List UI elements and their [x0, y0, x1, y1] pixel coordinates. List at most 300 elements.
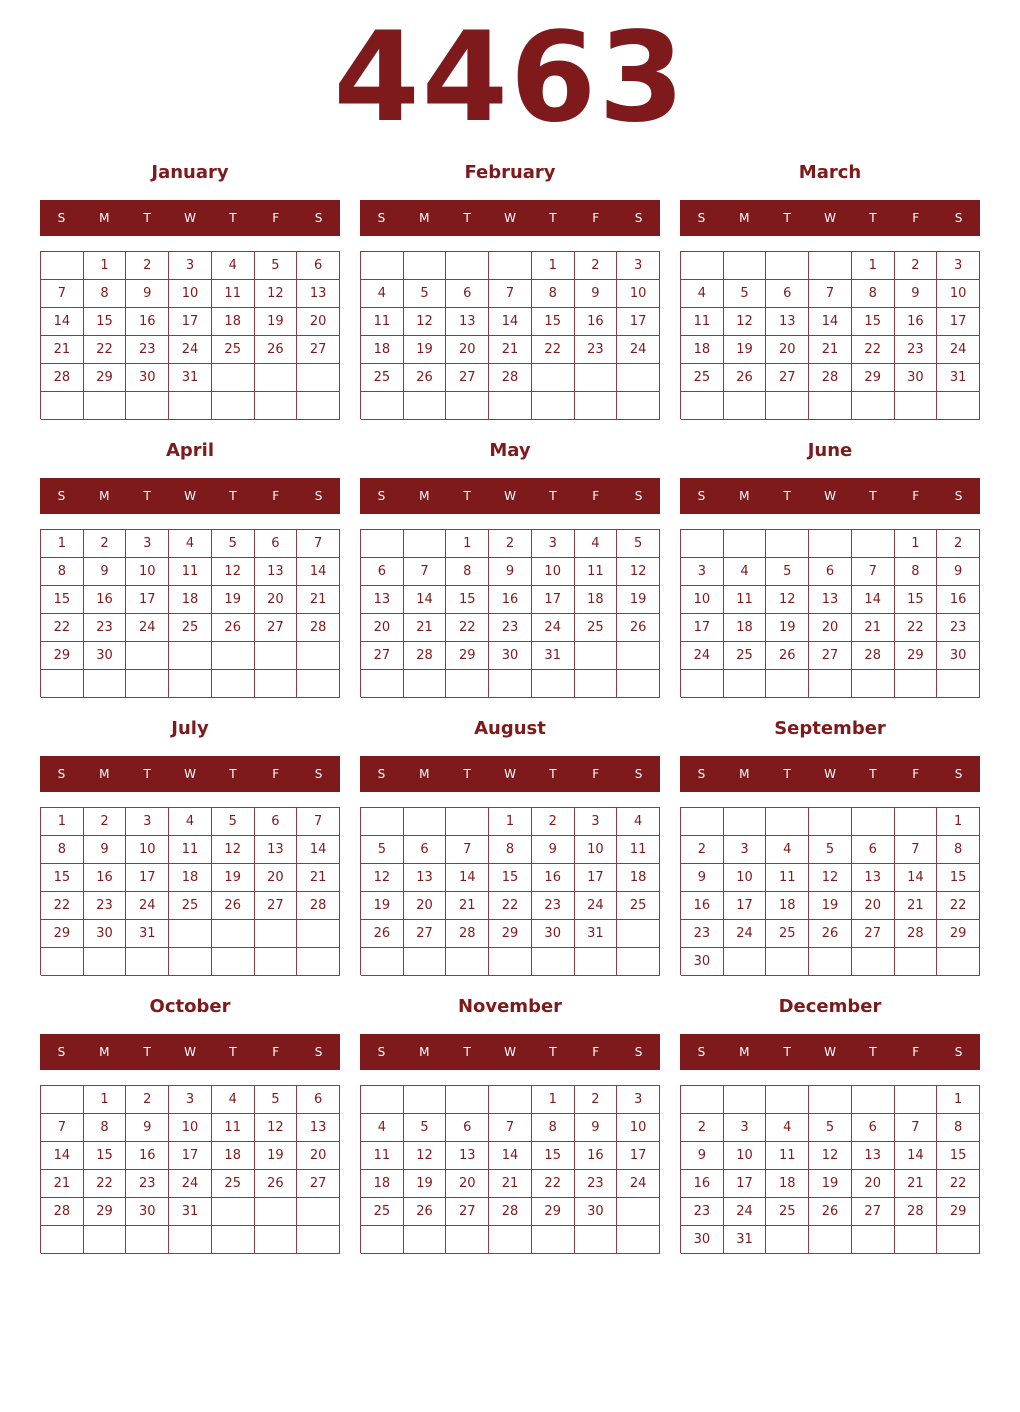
- day-cell: 30: [937, 642, 980, 670]
- day-cell: 10: [617, 1114, 660, 1142]
- day-cell: 5: [617, 530, 660, 558]
- day-cell: 13: [297, 1114, 340, 1142]
- empty-cell: [575, 392, 618, 420]
- weekday-label: F: [912, 489, 920, 503]
- day-cell: 21: [41, 336, 84, 364]
- day-cell: 19: [361, 892, 404, 920]
- day-cell: 23: [126, 1170, 169, 1198]
- empty-cell: [41, 392, 84, 420]
- weekday-label: S: [314, 1045, 323, 1059]
- weekday-label: F: [592, 211, 600, 225]
- month-name: August: [474, 718, 546, 739]
- day-cell: 25: [681, 364, 724, 392]
- day-cell: 5: [404, 280, 447, 308]
- day-cell: 7: [809, 280, 852, 308]
- empty-cell: [446, 1226, 489, 1254]
- day-cell: 13: [297, 280, 340, 308]
- day-cell: 31: [575, 920, 618, 948]
- weekday-header: [360, 200, 660, 236]
- day-cell: 12: [724, 308, 767, 336]
- day-cell: 15: [937, 1142, 980, 1170]
- day-cell: 8: [41, 836, 84, 864]
- weekday-label: F: [592, 1045, 600, 1059]
- day-cell: 27: [809, 642, 852, 670]
- day-cell: 27: [361, 642, 404, 670]
- day-cell: 2: [681, 1114, 724, 1142]
- empty-cell: [809, 252, 852, 280]
- weekday-label: M: [419, 1045, 430, 1059]
- day-cell: 2: [532, 808, 575, 836]
- day-cell: 15: [84, 308, 127, 336]
- day-cell: 19: [724, 336, 767, 364]
- day-cell: 29: [532, 1198, 575, 1226]
- day-cell: 30: [84, 920, 127, 948]
- day-cell: 4: [169, 808, 212, 836]
- day-cell: 25: [169, 892, 212, 920]
- month-name: April: [165, 440, 215, 461]
- day-cell: 12: [404, 308, 447, 336]
- empty-cell: [446, 948, 489, 976]
- day-cell: 2: [126, 252, 169, 280]
- day-cell: 28: [297, 892, 340, 920]
- day-cell: 15: [489, 864, 532, 892]
- empty-cell: [809, 1226, 852, 1254]
- empty-cell: [895, 948, 938, 976]
- day-cell: 7: [297, 808, 340, 836]
- empty-cell: [681, 530, 724, 558]
- day-cell: 18: [212, 1142, 255, 1170]
- month-name: February: [464, 162, 556, 183]
- day-cell: 5: [809, 1114, 852, 1142]
- day-cell: 24: [126, 614, 169, 642]
- weekday-label: T: [143, 767, 151, 781]
- empty-cell: [809, 530, 852, 558]
- empty-cell: [895, 1086, 938, 1114]
- day-cell: 20: [297, 1142, 340, 1170]
- day-cell: 21: [446, 892, 489, 920]
- weekday-label: W: [504, 1045, 516, 1059]
- day-cell: 2: [84, 808, 127, 836]
- weekday-label: T: [549, 211, 557, 225]
- month-name: May: [489, 440, 531, 461]
- day-cell: 1: [895, 530, 938, 558]
- day-cell: 10: [724, 1142, 767, 1170]
- weekday-label: W: [184, 767, 196, 781]
- day-cell: 2: [681, 836, 724, 864]
- day-cell: 19: [404, 1170, 447, 1198]
- day-cell: 20: [852, 1170, 895, 1198]
- month-name: September: [774, 718, 886, 739]
- weekday-label: M: [99, 767, 110, 781]
- day-cell: 11: [681, 308, 724, 336]
- weekday-label: M: [739, 767, 750, 781]
- day-cell: 27: [446, 1198, 489, 1226]
- weekday-label: T: [783, 211, 791, 225]
- weekday-label: S: [57, 489, 66, 503]
- day-cell: 26: [361, 920, 404, 948]
- weekday-label: T: [143, 489, 151, 503]
- empty-cell: [895, 808, 938, 836]
- day-cell: 21: [404, 614, 447, 642]
- empty-cell: [489, 392, 532, 420]
- day-cell: 3: [126, 530, 169, 558]
- day-cell: 12: [212, 836, 255, 864]
- day-cell: 18: [169, 864, 212, 892]
- day-grid: [360, 807, 660, 975]
- day-cell: 23: [489, 614, 532, 642]
- empty-cell: [489, 948, 532, 976]
- weekday-label: S: [57, 767, 66, 781]
- day-cell: 29: [84, 1198, 127, 1226]
- weekday-label: S: [954, 211, 963, 225]
- day-cell: 9: [126, 280, 169, 308]
- day-cell: 12: [809, 864, 852, 892]
- day-cell: 1: [489, 808, 532, 836]
- day-cell: 15: [532, 308, 575, 336]
- empty-cell: [809, 808, 852, 836]
- empty-cell: [404, 252, 447, 280]
- day-cell: 22: [532, 336, 575, 364]
- day-cell: 13: [255, 558, 298, 586]
- weekday-label: S: [697, 211, 706, 225]
- day-cell: 6: [404, 836, 447, 864]
- day-cell: 8: [895, 558, 938, 586]
- day-cell: 19: [255, 308, 298, 336]
- day-cell: 21: [489, 336, 532, 364]
- day-cell: 30: [489, 642, 532, 670]
- weekday-label: S: [57, 1045, 66, 1059]
- day-cell: 14: [489, 308, 532, 336]
- day-cell: 5: [212, 808, 255, 836]
- day-cell: 18: [681, 336, 724, 364]
- empty-cell: [681, 1086, 724, 1114]
- day-cell: 15: [895, 586, 938, 614]
- empty-cell: [126, 670, 169, 698]
- day-cell: 10: [617, 280, 660, 308]
- day-cell: 21: [895, 892, 938, 920]
- month-name: December: [778, 996, 882, 1017]
- day-cell: 2: [575, 1086, 618, 1114]
- day-cell: 26: [212, 892, 255, 920]
- weekday-label: W: [824, 767, 836, 781]
- empty-cell: [446, 392, 489, 420]
- day-cell: 17: [532, 586, 575, 614]
- day-cell: 1: [84, 1086, 127, 1114]
- day-cell: 28: [852, 642, 895, 670]
- weekday-header: [360, 478, 660, 514]
- day-cell: 11: [212, 1114, 255, 1142]
- day-cell: 1: [446, 530, 489, 558]
- day-cell: 22: [532, 1170, 575, 1198]
- day-cell: 22: [937, 1170, 980, 1198]
- empty-cell: [724, 252, 767, 280]
- day-cell: 18: [361, 1170, 404, 1198]
- day-cell: 2: [937, 530, 980, 558]
- day-cell: 17: [617, 1142, 660, 1170]
- day-cell: 25: [361, 364, 404, 392]
- day-cell: 13: [446, 308, 489, 336]
- day-cell: 5: [212, 530, 255, 558]
- weekday-label: T: [869, 211, 877, 225]
- day-grid: [680, 1085, 980, 1253]
- empty-cell: [617, 392, 660, 420]
- day-cell: 20: [852, 892, 895, 920]
- day-cell: 16: [84, 864, 127, 892]
- day-cell: 25: [617, 892, 660, 920]
- empty-cell: [446, 670, 489, 698]
- day-cell: 12: [404, 1142, 447, 1170]
- empty-cell: [255, 1226, 298, 1254]
- empty-cell: [852, 530, 895, 558]
- day-cell: 27: [297, 336, 340, 364]
- day-cell: 12: [212, 558, 255, 586]
- day-cell: 29: [446, 642, 489, 670]
- weekday-label: M: [739, 211, 750, 225]
- day-cell: 30: [681, 948, 724, 976]
- day-cell: 24: [126, 892, 169, 920]
- day-cell: 4: [361, 1114, 404, 1142]
- day-cell: 6: [297, 1086, 340, 1114]
- empty-cell: [126, 948, 169, 976]
- day-cell: 4: [575, 530, 618, 558]
- weekday-label: W: [824, 211, 836, 225]
- day-grid: [680, 807, 980, 975]
- empty-cell: [852, 392, 895, 420]
- day-cell: 23: [895, 336, 938, 364]
- empty-cell: [681, 252, 724, 280]
- day-cell: 2: [126, 1086, 169, 1114]
- weekday-label: T: [869, 767, 877, 781]
- empty-cell: [617, 920, 660, 948]
- day-cell: 30: [84, 642, 127, 670]
- day-cell: 27: [255, 614, 298, 642]
- weekday-label: T: [229, 1045, 237, 1059]
- day-cell: 13: [766, 308, 809, 336]
- day-cell: 22: [41, 614, 84, 642]
- weekday-label: F: [912, 211, 920, 225]
- day-cell: 17: [724, 892, 767, 920]
- empty-cell: [766, 670, 809, 698]
- empty-cell: [297, 670, 340, 698]
- day-cell: 19: [766, 614, 809, 642]
- day-cell: 17: [126, 864, 169, 892]
- day-cell: 18: [617, 864, 660, 892]
- weekday-header: [360, 756, 660, 792]
- empty-cell: [169, 920, 212, 948]
- empty-cell: [446, 1086, 489, 1114]
- empty-cell: [361, 670, 404, 698]
- day-cell: 17: [681, 614, 724, 642]
- month-name: July: [171, 718, 209, 739]
- day-cell: 29: [937, 1198, 980, 1226]
- empty-cell: [446, 808, 489, 836]
- day-cell: 14: [489, 1142, 532, 1170]
- day-cell: 23: [575, 1170, 618, 1198]
- day-cell: 23: [937, 614, 980, 642]
- day-cell: 9: [937, 558, 980, 586]
- empty-cell: [361, 948, 404, 976]
- day-cell: 8: [84, 280, 127, 308]
- day-cell: 13: [852, 1142, 895, 1170]
- day-cell: 13: [809, 586, 852, 614]
- day-cell: 17: [126, 586, 169, 614]
- day-cell: 29: [852, 364, 895, 392]
- day-cell: 31: [532, 642, 575, 670]
- empty-cell: [681, 392, 724, 420]
- day-cell: 21: [895, 1170, 938, 1198]
- empty-cell: [724, 530, 767, 558]
- empty-cell: [489, 252, 532, 280]
- weekday-header: [680, 478, 980, 514]
- empty-cell: [84, 670, 127, 698]
- empty-cell: [297, 948, 340, 976]
- empty-cell: [212, 948, 255, 976]
- day-cell: 27: [446, 364, 489, 392]
- empty-cell: [617, 1198, 660, 1226]
- weekday-label: F: [912, 1045, 920, 1059]
- weekday-label: S: [954, 1045, 963, 1059]
- day-cell: 31: [724, 1226, 767, 1254]
- weekday-label: S: [377, 489, 386, 503]
- weekday-header: [40, 1034, 340, 1070]
- day-cell: 2: [489, 530, 532, 558]
- day-cell: 9: [126, 1114, 169, 1142]
- empty-cell: [489, 1226, 532, 1254]
- day-cell: 26: [724, 364, 767, 392]
- day-cell: 1: [532, 1086, 575, 1114]
- day-cell: 23: [681, 920, 724, 948]
- day-cell: 11: [361, 1142, 404, 1170]
- empty-cell: [404, 392, 447, 420]
- empty-cell: [532, 392, 575, 420]
- empty-cell: [852, 948, 895, 976]
- empty-cell: [361, 392, 404, 420]
- empty-cell: [766, 1226, 809, 1254]
- day-cell: 8: [532, 280, 575, 308]
- day-cell: 7: [852, 558, 895, 586]
- day-cell: 16: [895, 308, 938, 336]
- empty-cell: [681, 670, 724, 698]
- weekday-label: M: [419, 489, 430, 503]
- day-cell: 22: [446, 614, 489, 642]
- day-cell: 28: [809, 364, 852, 392]
- day-cell: 8: [937, 836, 980, 864]
- empty-cell: [297, 642, 340, 670]
- empty-cell: [255, 642, 298, 670]
- weekday-header: [40, 478, 340, 514]
- day-grid: [40, 1085, 340, 1253]
- empty-cell: [361, 252, 404, 280]
- day-cell: 17: [617, 308, 660, 336]
- day-cell: 31: [169, 364, 212, 392]
- day-cell: 6: [361, 558, 404, 586]
- weekday-label: S: [697, 1045, 706, 1059]
- day-cell: 27: [255, 892, 298, 920]
- day-cell: 7: [41, 280, 84, 308]
- day-cell: 21: [809, 336, 852, 364]
- day-cell: 20: [297, 308, 340, 336]
- weekday-label: S: [314, 489, 323, 503]
- weekday-label: W: [504, 489, 516, 503]
- day-cell: 22: [852, 336, 895, 364]
- weekday-label: T: [549, 489, 557, 503]
- day-cell: 18: [169, 586, 212, 614]
- weekday-label: M: [739, 489, 750, 503]
- day-cell: 9: [532, 836, 575, 864]
- day-cell: 30: [532, 920, 575, 948]
- day-cell: 3: [169, 1086, 212, 1114]
- day-cell: 7: [41, 1114, 84, 1142]
- day-cell: 18: [212, 308, 255, 336]
- empty-cell: [809, 392, 852, 420]
- day-cell: 30: [575, 1198, 618, 1226]
- empty-cell: [361, 1086, 404, 1114]
- day-cell: 15: [41, 586, 84, 614]
- day-cell: 25: [724, 642, 767, 670]
- day-cell: 3: [575, 808, 618, 836]
- day-cell: 11: [361, 308, 404, 336]
- day-cell: 24: [724, 1198, 767, 1226]
- day-cell: 20: [446, 1170, 489, 1198]
- empty-cell: [255, 670, 298, 698]
- weekday-label: T: [869, 489, 877, 503]
- weekday-label: T: [229, 767, 237, 781]
- day-cell: 25: [766, 920, 809, 948]
- empty-cell: [126, 642, 169, 670]
- day-cell: 22: [84, 1170, 127, 1198]
- day-cell: 29: [41, 642, 84, 670]
- empty-cell: [212, 364, 255, 392]
- weekday-label: M: [99, 211, 110, 225]
- day-cell: 6: [297, 252, 340, 280]
- day-cell: 3: [681, 558, 724, 586]
- day-cell: 16: [126, 308, 169, 336]
- day-cell: 20: [255, 864, 298, 892]
- day-cell: 7: [489, 280, 532, 308]
- weekday-label: F: [272, 211, 280, 225]
- weekday-label: T: [463, 1045, 471, 1059]
- empty-cell: [766, 808, 809, 836]
- day-cell: 4: [681, 280, 724, 308]
- empty-cell: [404, 530, 447, 558]
- day-cell: 15: [41, 864, 84, 892]
- month-name: June: [807, 440, 853, 461]
- empty-cell: [361, 530, 404, 558]
- day-cell: 28: [446, 920, 489, 948]
- day-cell: 6: [809, 558, 852, 586]
- empty-cell: [297, 1226, 340, 1254]
- empty-cell: [852, 670, 895, 698]
- weekday-label: S: [634, 211, 643, 225]
- empty-cell: [404, 1086, 447, 1114]
- empty-cell: [212, 920, 255, 948]
- day-grid: [40, 529, 340, 697]
- weekday-label: T: [229, 211, 237, 225]
- empty-cell: [724, 392, 767, 420]
- day-cell: 2: [84, 530, 127, 558]
- day-cell: 3: [126, 808, 169, 836]
- day-cell: 24: [532, 614, 575, 642]
- empty-cell: [255, 1198, 298, 1226]
- day-cell: 26: [255, 336, 298, 364]
- day-cell: 19: [212, 864, 255, 892]
- day-cell: 29: [489, 920, 532, 948]
- day-cell: 1: [937, 1086, 980, 1114]
- day-cell: 11: [766, 864, 809, 892]
- weekday-label: W: [184, 211, 196, 225]
- empty-cell: [446, 252, 489, 280]
- weekday-label: T: [783, 767, 791, 781]
